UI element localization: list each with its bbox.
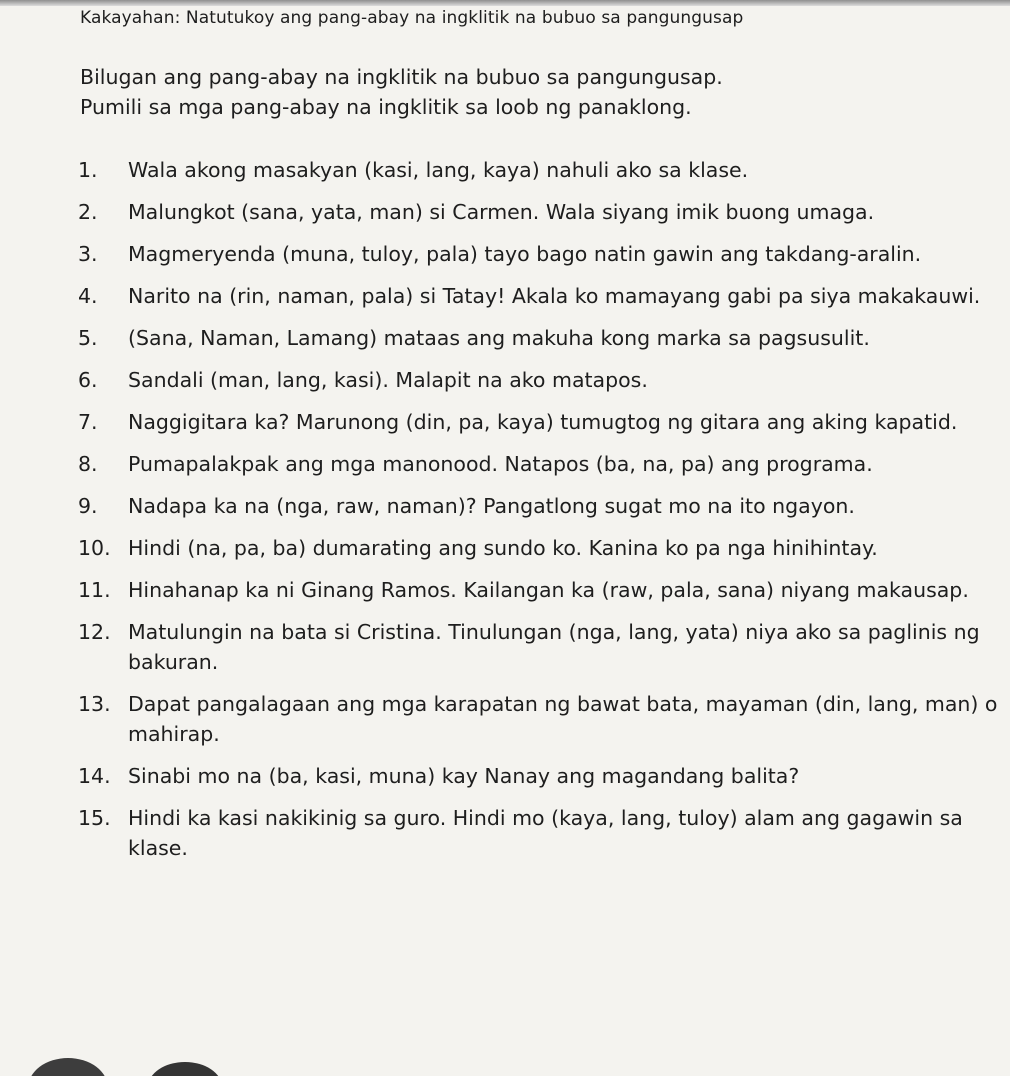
exercise-list bbox=[78, 155, 998, 875]
item-text: Sandali (man, lang, kasi). Malapit na ako matapos. bbox=[128, 368, 648, 392]
instruction-line-2: Pumili sa mga pang-abay na ingklitik sa loob ng panaklong. bbox=[80, 95, 692, 119]
item-number: 8. bbox=[78, 452, 98, 476]
list-item bbox=[78, 449, 998, 479]
cropped-top-strip bbox=[0, 0, 1010, 6]
item-text: Hindi ka kasi nakikinig sa guro. Hindi mo (kaya, lang, tuloy) alam ang gagawin sa klase. bbox=[128, 806, 963, 860]
skill-heading: Kakayahan: Natutukoy ang pang-abay na ingklitik na bubuo sa pangungusap bbox=[80, 8, 744, 28]
list-item bbox=[78, 689, 998, 749]
item-number: 3. bbox=[78, 242, 98, 266]
item-text: Pumapalakpak ang mga manonood. Natapos (ba, na, pa) ang programa. bbox=[128, 452, 873, 476]
list-item bbox=[78, 239, 998, 269]
item-text: Hinahanap ka ni Ginang Ramos. Kailangan ka (raw, pala, sana) niyang makausap. bbox=[128, 578, 969, 602]
item-text: (Sana, Naman, Lamang) mataas ang makuha kong marka sa pagsusulit. bbox=[128, 326, 870, 350]
instructions bbox=[80, 62, 723, 122]
item-text: Wala akong masakyan (kasi, lang, kaya) nahuli ako sa klase. bbox=[128, 158, 749, 182]
item-text: Nadapa ka na (nga, raw, naman)? Pangatlong sugat mo na ito ngayon. bbox=[128, 494, 855, 518]
list-item bbox=[78, 155, 998, 185]
list-item bbox=[78, 365, 998, 395]
item-number: 13. bbox=[78, 692, 111, 716]
item-text: Malungkot (sana, yata, man) si Carmen. Wala siyang imik buong umaga. bbox=[128, 200, 875, 224]
dark-overlay-shape bbox=[148, 1062, 222, 1076]
item-number: 1. bbox=[78, 158, 98, 182]
list-item bbox=[78, 803, 998, 863]
item-number: 2. bbox=[78, 200, 98, 224]
item-number: 15. bbox=[78, 806, 111, 830]
list-item bbox=[78, 197, 998, 227]
instruction-line-1: Bilugan ang pang-abay na ingklitik na bubuo sa pangungusap. bbox=[80, 65, 723, 89]
item-number: 12. bbox=[78, 620, 111, 644]
item-number: 9. bbox=[78, 494, 98, 518]
item-text: Hindi (na, pa, ba) dumarating ang sundo ko. Kanina ko pa nga hinihintay. bbox=[128, 536, 878, 560]
dark-overlay-shape bbox=[28, 1058, 108, 1076]
item-number: 11. bbox=[78, 578, 111, 602]
item-text: Sinabi mo na (ba, kasi, muna) kay Nanay ang magandang balita? bbox=[128, 764, 800, 788]
list-item bbox=[78, 323, 998, 353]
item-number: 7. bbox=[78, 410, 98, 434]
item-text: Dapat pangalagaan ang mga karapatan ng bawat bata, mayaman (din, lang, man) o mahirap. bbox=[128, 692, 998, 746]
item-number: 14. bbox=[78, 764, 111, 788]
item-number: 6. bbox=[78, 368, 98, 392]
item-number: 5. bbox=[78, 326, 98, 350]
list-item bbox=[78, 533, 998, 563]
list-item bbox=[78, 281, 998, 311]
list-item bbox=[78, 761, 998, 791]
list-item bbox=[78, 491, 998, 521]
item-text: Narito na (rin, naman, pala) si Tatay! Akala ko mamayang gabi pa siya makakauwi. bbox=[128, 284, 981, 308]
item-text: Naggigitara ka? Marunong (din, pa, kaya) tumugtog ng gitara ang aking kapatid. bbox=[128, 410, 958, 434]
list-item bbox=[78, 575, 998, 605]
item-number: 4. bbox=[78, 284, 98, 308]
item-number: 10. bbox=[78, 536, 111, 560]
item-text: Matulungin na bata si Cristina. Tinulungan (nga, lang, yata) niya ako sa paglinis ng bakuran. bbox=[128, 620, 980, 674]
item-text: Magmeryenda (muna, tuloy, pala) tayo bago natin gawin ang takdang-aralin. bbox=[128, 242, 922, 266]
list-item bbox=[78, 407, 998, 437]
list-item bbox=[78, 617, 998, 677]
